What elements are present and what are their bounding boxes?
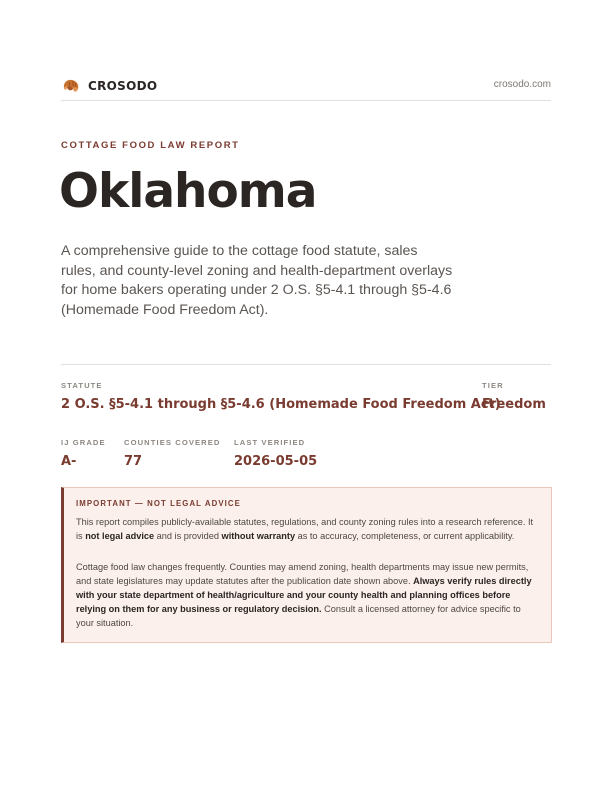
grade-value: A- (61, 454, 77, 469)
tier-value: Freedom (482, 397, 546, 412)
tier-label: TIER (482, 381, 504, 390)
statute-label: STATUTE (61, 381, 103, 390)
legal-disclaimer (61, 487, 552, 643)
statute-value: 2 O.S. §5-4.1 through §5-4.6 (Homemade Food Freedom Act) (61, 397, 501, 412)
brand[interactable] (61, 76, 157, 96)
counties-value: 77 (124, 454, 143, 469)
verified-value: 2026-05-05 (234, 454, 318, 469)
report-kicker: COTTAGE FOOD LAW REPORT (61, 140, 240, 151)
disclaimer-paragraph: This report compiles publicly-available statutes, regulations, and county zoning rules into a research reference. It is not legal advice and is provided without warranty as to accuracy, completeness, or current applicability. (76, 517, 534, 541)
counties-label: COUNTIES COVERED (124, 438, 221, 447)
section-divider (61, 364, 551, 365)
site-url-link[interactable]: crosodo.com (493, 79, 551, 90)
site-header (61, 76, 551, 96)
header-divider (61, 100, 551, 101)
page-title: Oklahoma (59, 164, 317, 219)
brand-name: CROSODO (88, 79, 158, 93)
report-intro: A comprehensive guide to the cottage food statute, sales rules, and county-level zoning and health-department overlays for home bakers operating under 2 O.S. §5-4.1 through §5-4.6 (Homemade Food Freedom Act). (61, 243, 453, 318)
verified-label: LAST VERIFIED (234, 438, 306, 447)
croissant-icon (61, 76, 81, 96)
disclaimer-heading: IMPORTANT — NOT LEGAL ADVICE (76, 499, 241, 508)
disclaimer-paragraph: Cottage food law changes frequently. Counties may amend zoning, health departments may issue new permits, and state legislatures may update statutes after the publication date shown above. Always verify rules directly with your state department of health/agriculture and your county health and planning offices before relying on them for any business or regulatory decision. Consult a licensed attorney for advice specific to your situation. (76, 562, 532, 628)
grade-label: IJ GRADE (61, 438, 106, 447)
